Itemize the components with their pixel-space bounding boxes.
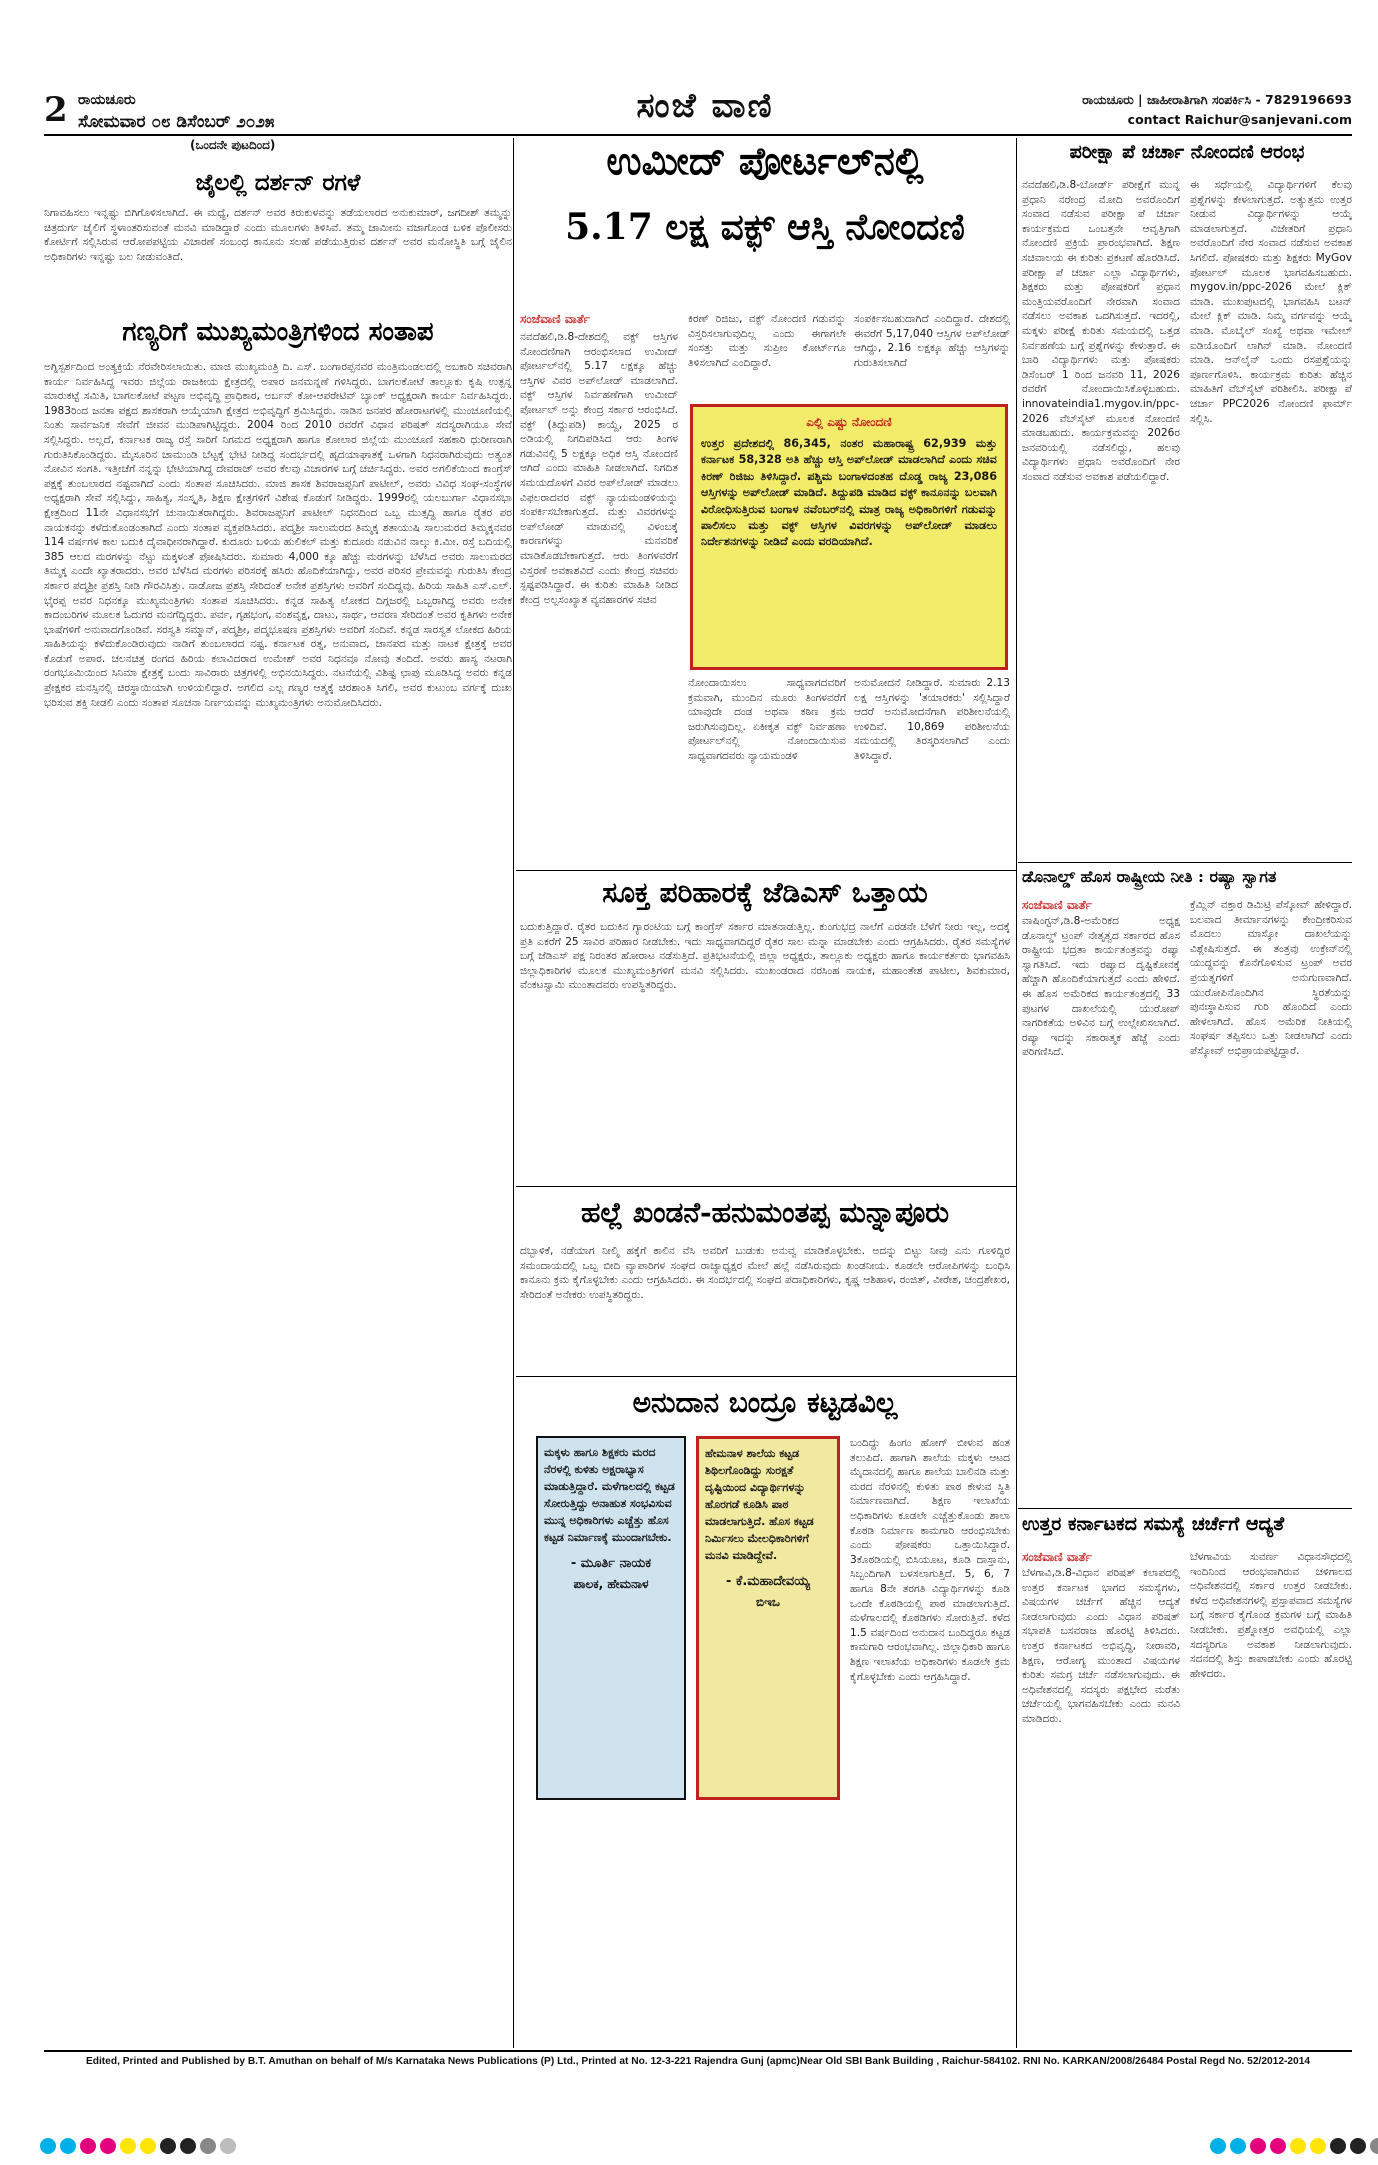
registration-dot [200, 2138, 216, 2154]
contact-line: ರಾಯಚೂರು | ಜಾಹೀರಾತಿಗಾಗಿ ಸಂಪರ್ಕಿಸಿ - 7829196693 [1082, 92, 1352, 107]
column-rule [1016, 138, 1017, 2048]
quote1-role: ಪಾಲಕ, ಹೇಮನಾಳ [573, 1577, 649, 1591]
registration-dot [1250, 2138, 1266, 2154]
body-exam-col1: ನವದೆಹಲಿ,ಡಿ.8-ಬೋರ್ಡ್ ಪರೀಕ್ಷೆಗೆ ಮುನ್ನ ಪ್ರಧಾನಿ ನರೇಂದ್ರ ಮೋದಿ ಅವರೊಂದಿಗೆ ಸಂವಾದ ನಡೆಸುವ ಪರೀಕ್ಷಾ ಪೆ ಚರ್ಚಾ ಕಾರ್ಯಕ್ರಮದ ಒಂಬತ್ತನೇ ಆವೃತ್ತಿಗಾಗಿ ನೋಂದಣಿ ಪ್ರಕ್ರಿಯೆ ಪ್ರಾರಂಭವಾಗಿದೆ. ಶಿಕ್ಷಣ ಸಚಿವಾಲಯ ಈ ಕುರಿತು ಪ್ರಕಟಣೆ ಹೊರಡಿಸಿದೆ. ಪರೀಕ್ಷಾ ಪೆ ಚರ್ಚಾ ಎಲ್ಲಾ ವಿದ್ಯಾರ್ಥಿಗಳು, ಶಿಕ್ಷಕರು ಮತ್ತು ಪೋಷಕರಿಗೆ ಪ್ರಧಾನ ಮಂತ್ರಿಯವರೊಂದಿಗೆ ನೇರವಾಗಿ ಸಂವಾದ ನಡೆಸಲು ಅವಕಾಶ ಒದಗಿಸುತ್ತದೆ. ಇದರಲ್ಲಿ, ಮಕ್ಕಳು ಪರೀಕ್ಷೆ ಕುರಿತು ಸಮಯದಲ್ಲಿ ಒತ್ತಡ ನಿರ್ವಹಣೆಯ ಬಗ್ಗೆ ಪ್ರಶ್ನೆಗಳನ್ನು ಕೇಳುತ್ತಾರೆ. ಈ ಬಾರಿ ವಿದ್ಯಾರ್ಥಿಗಳು ಮತ್ತು ಪೋಷಕರು ಡಿಸೆಂಬರ್ 1 ರಿಂದ ಜನವರಿ 11, 2026 ರವರೆಗೆ ನೋಂದಾಯಿಸಿಕೊಳ್ಳಬಹುದು. innovateindia1.mygov.in/ppc-2026 ವೆಬ್‌ಸೈಟ್ ಮೂಲಕ ನೋಂದಣಿ ಮಾಡಬಹುದು. ಕಾರ್ಯಕ್ರಮವನ್ನು 2026ರ ಜನವರಿಯಲ್ಲಿ ನಡೆಸಲಿದ್ದು, ಹಲವು ವಿದ್ಯಾರ್ಥಿಗಳು ಪ್ರಧಾನಿ ಅವರೊಂದಿಗೆ ನೇರ ಸಂವಾದ ನಡೆಸುವ ಅವಕಾಶ ಪಡೆಯಲಿದ್ದಾರೆ. [1022, 179, 1180, 483]
body-north-col2: ಬೆಳಗಾವಿಯ ಸುವರ್ಣ ವಿಧಾನಸೌಧದಲ್ಲಿ ಇಂದಿನಿಂದ ಆರಂಭವಾಗಿರುವ ಚಳಿಗಾಲದ ಅಧಿವೇಶನದಲ್ಲಿ ಸರ್ಕಾರ ಉತ್ತರ ನೀಡಬೇಕು. ಕಳೆದ ಅಧಿವೇಶನಗಳಲ್ಲಿ ಪ್ರಸ್ತಾಪವಾದ ಸಮಸ್ಯೆಗಳ ಬಗ್ಗೆ ಸರ್ಕಾರ ಕೈಗೊಂಡ ಕ್ರಮಗಳ ಬಗ್ಗೆ ಮಾಹಿತಿ ನೀಡಬೇಕು. ಪ್ರಶ್ನೋತ್ತರ ಅವಧಿಯಲ್ಲಿ ಎಲ್ಲಾ ಸದಸ್ಯರಿಗೂ ಅವಕಾಶ ನೀಡಲಾಗುವುದು. ಸದನದಲ್ಲಿ ಶಿಸ್ತು ಕಾಪಾಡಬೇಕು ಎಂದು ಹೊರಟ್ಟಿ ಹೇಳಿದರು. [1190, 1551, 1352, 1680]
section-rule [1018, 862, 1352, 863]
headline-grant: ಅನುದಾನ ಬಂದ್ರೂ ಕಟ್ಟಡವಿಲ್ಲ [632, 1386, 898, 1419]
section-rule [516, 870, 1016, 871]
body-waqf-col2b: ನೋಂದಾಯಿಸಲು ಸಾಧ್ಯವಾಗದವರಿಗೆ ಕ್ರಮವಾಗಿ, ಮುಂದಿನ ಮೂರು ತಿಂಗಳವರೆಗೆ ಯಾವುದೇ ದಂಡ ಅಥವಾ ಕಠಿಣ ಕ್ರಮ ಜರುಗಿಸುವುದಿಲ್ಲ. ಏಕೀಕೃತ ವಕ್ಫ್ ನಿರ್ವಹಣಾ ಪೋರ್ಟಲ್‌ನಲ್ಲಿ ನೋಂದಾಯಿಸುವ ಸಾಧ್ಯವಾಗದವರು ನ್ಯಾಯಮಂಡಳಿ [688, 677, 846, 762]
registration-dot [180, 2138, 196, 2154]
registration-marks-right [1210, 2138, 1378, 2158]
footer-imprint: Edited, Printed and Published by B.T. Amuthan on behalf of M/s Karnataka News Publications (P) Ltd., Printed at No. 12-3-221 Rajendra Gunj (apmc)Near Old SBI Bank Building , Raichur-584102. RNI No. KARKAN/2008/26484 Postal Regd No. 52/2012-2014 [85, 2056, 1311, 2067]
headline-north: ಉತ್ತರ ಕರ್ನಾಟಕದ ಸಮಸ್ಯೆ ಚರ್ಚೆಗೆ ಆದ್ಯತೆ [1022, 1513, 1285, 1535]
body-waqf-col3b: ಅನುಮೋದನೆ ನೀಡಿದ್ದಾರೆ. ಸುಮಾರು 2.13 ಲಕ್ಷ ಆಸ್ತಿಗಳನ್ನು 'ತಯಾರಕರು' ಸಲ್ಲಿಸಿದ್ದಾರೆ ಆದರೆ ಅನುಮೋದನೆಗಾಗಿ ಪರಿಶೀಲನೆಯಲ್ಲಿ ಉಳಿದಿವೆ. 10,869 ಪರಿಶೀಲನೆಯ ಸಮಯದಲ್ಲಿ ತಿರಸ್ಕರಿಸಲಾಗಿದೆ ಎಂದು ತಿಳಿಸಿದ್ದಾರೆ. [854, 677, 1010, 762]
registration-dot [1350, 2138, 1366, 2154]
paper-logo [580, 86, 830, 132]
byline-north: ಸಂಜೆವಾಣಿ ವಾರ್ತೆ [1022, 1550, 1092, 1564]
quote2-author: - ಕೆ.ಮಹಾದೇವಯ್ಯ [726, 1574, 810, 1589]
headline-exam: ಪರೀಕ್ಷಾ ಪೆ ಚರ್ಚಾ ನೋಂದಣಿ ಆರಂಭ [1069, 141, 1305, 163]
registration-dot [100, 2138, 116, 2154]
paper-name: ಸಂಜೆ ವಾಣಿ [636, 86, 774, 126]
headline-waqf-line1: ಉಮೀದ್ ಪೋರ್ಟಲ್‌ನಲ್ಲಿ [606, 138, 924, 183]
body-jail: ನಿಗಾವಹಿಸಲು ಇನ್ನಷ್ಟು ಬಿಗಿಗೊಳಿಸಲಾಗಿದೆ. ಈ ಮಧ್ಯೆ, ದರ್ಶನ್ ಅವರ ಕಿರುಕುಳವನ್ನು ತಡೆಯಲಾರದ ಅನುಕುಮಾರ್, ಜಗದೀಶ್ ತಮ್ಮನ್ನು ಚಿತ್ರದುರ್ಗ ಜೈಲಿಗೆ ಸ್ಥಳಾಂತರಿಸುವಂತೆ ಮನವಿ ಮಾಡಿದ್ದಾರೆ ಎಂದು ಮೂಲಗಳು ತಿಳಿಸಿವೆ. ತಮ್ಮ ಜಾಮೀನು ವಜಾಗೊಂಡ ಬಳಿಕ ಪೊಲೀಸರು ಕೋರ್ಟಿಗೆ ಸಲ್ಲಿಸಿರುವ ಆರೋಪಪಟ್ಟಿಯ ವಿಚಾರಣೆ ಸಂಬಂಧ ಕಾನೂನು ಸಲಹೆ ಪಡೆಯುತ್ತಿರುವ ದರ್ಶನ್ ಅವರ ಮನೋಸ್ಥಿತಿ ಬಗ್ಗೆ ಜೈಲಿನ ಅಧಿಕಾರಿಗಳು ಇನ್ನಷ್ಟು ಬಲ ನೀಡುವಂತಿದೆ. [44, 207, 512, 263]
waqf-box-title: ಎಲ್ಲಿ ಎಷ್ಟು ನೋಂದಣಿ [806, 415, 892, 429]
registration-dot [140, 2138, 156, 2154]
headline-jds: ಸೂಕ್ತ ಪರಿಹಾರಕ್ಕೆ ಜೆಡಿಎಸ್ ಒತ್ತಾಯ [602, 876, 928, 909]
contact-email: contact Raichur@sanjevani.com [1127, 112, 1352, 127]
registration-dot [60, 2138, 76, 2154]
body-grant: ಬಂದಿದ್ದು ಹಿಂಗಂ ಹೋಗ್ ಬೀಳುವ ಹಂತ ತಲುಪಿದೆ. ಹಾಗಾಗಿ ಶಾಲೆಯ ಮಕ್ಕಳು ಆಟದ ಮೈದಾನದಲ್ಲಿ ಹಾಗೂ ಶಾಲೆಯ ಬಾಲಿನಡಿ ಮತ್ತು ಮರದ ನೆರಳಿನಲ್ಲಿ ಕುಳಿತು ಪಾಠ ಕೇಳುವ ಸ್ಥಿತಿ ನಿರ್ಮಾಣವಾಗಿದೆ. ಶಿಕ್ಷಣ ಇಲಾಖೆಯ ಅಧಿಕಾರಿಗಳು ಕೂಡಲೇ ಎಚ್ಚೆತ್ತುಕೊಂಡು ಶಾಲಾ ಕೊಠಡಿ ನಿರ್ಮಾಣ ಕಾಮಗಾರಿ ಆರಂಭಿಸಬೇಕು ಎಂದು ಪೋಷಕರು ಒತ್ತಾಯಿಸಿದ್ದಾರೆ. 3ಕೊಠಡಿಯಲ್ಲಿ ಬಿಸಿಯೂಟ, ಕೂಡಿ ದಾಸ್ತಾನು, ಸಿಬ್ಬಂದಿಗಾಗಿ ಬಳಸಲಾಗುತ್ತಿದೆ. 5, 6, 7 ಹಾಗೂ 8ನೇ ತರಗತಿ ವಿದ್ಯಾರ್ಥಿಗಳನ್ನು ಕೂಡಿ ಒಂದೇ ಕೊಠಡಿಯಲ್ಲಿ ಪಾಠ ಮಾಡಲಾಗುತ್ತಿದೆ. ಮಳೆಗಾಲದಲ್ಲಿ ಕೊಠಡಿಗಳು ಸೋರುತ್ತಿವೆ. ಕಳೆದ 1.5 ವರ್ಷದಿಂದ ಅನುದಾನ ಬಂದಿದ್ದರೂ ಕಟ್ಟಡ ಕಾಮಗಾರಿ ಆರಂಭವಾಗಿಲ್ಲ. ಜಿಲ್ಲಾಧಿಕಾರಿ ಹಾಗೂ ಶಿಕ್ಷಣ ಇಲಾಖೆಯ ಅಧಿಕಾರಿಗಳು ಕೂಡಲೇ ಕ್ರಮ ಕೈಗೊಳ್ಳಬೇಕು ಎಂದು ಆಗ್ರಹಿಸಿದ್ದಾರೆ. [850, 1437, 1010, 1683]
body-trump-col1: ವಾಷಿಂಗ್ಟನ್,ಡಿ.8-ಅಮೆರಿಕದ ಅಧ್ಯಕ್ಷ ಡೊನಾಲ್ಡ್ ಟ್ರಂಪ್ ನೇತೃತ್ವದ ಸರ್ಕಾರದ ಹೊಸ ರಾಷ್ಟ್ರೀಯ ಭದ್ರತಾ ಕಾರ್ಯತಂತ್ರವನ್ನು ರಷ್ಯಾ ಸ್ವಾಗತಿಸಿದೆ. ಇದು ರಷ್ಯಾದ ದೃಷ್ಟಿಕೋನಕ್ಕೆ ಹೆಚ್ಚಾಗಿ ಹೊಂದಿಕೆಯಾಗುತ್ತದೆ ಎಂದು ಹೇಳಿದೆ. ಈ ಹೊಸ ಅಮೆರಿಕದ ಕಾರ್ಯತಂತ್ರದಲ್ಲಿ 33 ಪುಟಗಳ ದಾಖಲೆಯಲ್ಲಿ ಯುರೋಪ್ ನಾಗರಿಕತೆಯ ಅಳಿವಿನ ಬಗ್ಗೆ ಉಲ್ಲೇಖಿಸಲಾಗಿದೆ. ರಷ್ಯಾ ಇದನ್ನು ಸಕಾರಾತ್ಮಕ ಹೆಜ್ಜೆ ಎಂದು ಪರಿಗಣಿಸಿದೆ. [1022, 915, 1180, 1059]
waqf-box-body: ಉತ್ತರ ಪ್ರದೇಶದಲ್ಲಿ 86,345, ನಂತರ ಮಹಾರಾಷ್ಟ್ರ 62,939 ಮತ್ತು ಕರ್ನಾಟಕ 58,328 ಅತಿ ಹೆಚ್ಚು ಆಸ್ತಿ ಅಪ್‌ಲೋಡ್ ಮಾಡಲಾಗಿದೆ ಎಂದು ಸಚಿವ ಕಿರಣ್ ರಿಜಿಜು ತಿಳಿಸಿದ್ದಾರೆ. ಪಶ್ಚಿಮ ಬಂಗಾಳದಂತಹ ದೊಡ್ಡ ರಾಜ್ಯ 23,086 ಆಸ್ತಿಗಳನ್ನು ಅಪ್‌ಲೋಡ್ ಮಾಡಿದೆ. ತಿದ್ದುಪಡಿ ಮಾಡಿದ ವಕ್ಫ್ ಕಾನೂನನ್ನು ಬಲವಾಗಿ ವಿರೋಧಿಸುತ್ತಿರುವ ಬಂಗಾಳ ನವೆಂಬರ್‌ನಲ್ಲಿ ಮಾತ್ರ ರಾಜ್ಯ ಅಧಿಕಾರಿಗಳಿಗೆ ಗಡುವನ್ನು ಪಾಲಿಸಲು ಮತ್ತು ವಕ್ಫ್ ಆಸ್ತಿಗಳ ವಿವರಗಳನ್ನು ಅಪ್‌ಲೋಡ್ ಮಾಡಲು ನಿರ್ದೇಶನಗಳನ್ನು ನೀಡಿದೆ ಎಂದು ವರದಿಯಾಗಿದೆ. [701, 437, 997, 549]
page-number: 2 [44, 90, 68, 130]
quote1-author: - ಮೂರ್ತಿ ನಾಯಕ [570, 1556, 652, 1571]
registration-dot [80, 2138, 96, 2154]
section-rule [516, 1186, 1016, 1187]
registration-dot [1230, 2138, 1246, 2154]
quote2-role: ಬಿಇಒ [756, 1595, 780, 1609]
body-halle: ದಬ್ಬಾಳಿಕೆ, ನಡೆಯಾಗ ನೀಲ್ಮಿ ಹಕ್ಕೆಗೆ ಕಾಲಿನ ವೆಸಿ ಅವರಿಗೆ ಬುಡುಕು ಅನುವ್ವ ಮಾಡಿಕೊಳ್ಳಬೇಕು. ಅದನ್ನು ಬಿಟ್ಟು ನೀವು ಎನು ಗೂಳಿದ್ದಿರ ಸಮಂದಾಯದಲ್ಲಿ ಒಬ್ಬ ಬೀದಿ ವ್ಯಾಪಾರಿಗಳ ಸಂಘದ ರಾಜ್ಯಾಧ್ಯಕ್ಷರ ಮೇಲೆ ಹಲ್ಲೆ ನಡೆಸಿರುವುದು ಖಂಡನೀಯ. ಕೂಡಲೇ ಆರೋಪಿಗಳನ್ನು ಬಂಧಿಸಿ ಕಾನೂನು ಕ್ರಮ ಕೈಗೊಳ್ಳಬೇಕು ಎಂದು ಆಗ್ರಹಿಸಿದರು. ಈ ಸಂದರ್ಭದಲ್ಲಿ ಸಂಘದ ಪದಾಧಿಕಾರಿಗಳು, ಕೃಷ್ಣ ಆಶಿಹಾಳ, ರಂಜಿತ್, ವೀರೇಶ, ಚಂದ್ರಶೇಖರ, ಸೇರಿದಂತೆ ಅನೇಕರು ಉಪಸ್ಥಿತರಿದ್ದರು. [520, 1245, 1010, 1301]
body-condolence: ಅಗ್ನಿಸ್ಪರ್ಶದಿಂದ ಅಂತ್ಯಕ್ರಿಯೆ ನೆರವೇರಿಸಲಾಯಿತು. ಮಾಜಿ ಮುಖ್ಯಮಂತ್ರಿ ದಿ. ಎಸ್. ಬಂಗಾರಪ್ಪನವರ ಮಂತ್ರಿಮಂಡಲದಲ್ಲಿ ಅಬಕಾರಿ ಸಚಿವರಾಗಿ ಕಾರ್ಯ ನಿರ್ವಹಿಸಿದ್ದ ಇವರು ಜಿಲ್ಲೆಯ ರಾಜಕೀಯ ಕ್ಷೇತ್ರದಲ್ಲಿ ಅಪಾರ ಜನಮನ್ನಣೆ ಗಳಿಸಿದ್ದರು. ಬಾಗಲಕೋಟೆ ತಾಲ್ಲೂಕು ಕೃಷಿ ಉತ್ಪನ್ನ ಮಾರುಕಟ್ಟೆ ಸಮಿತಿ, ಬಾಗಲಕೋಟೆ ಪಟ್ಟಣ ಅಭಿವೃದ್ಧಿ ಪ್ರಾಧಿಕಾರ, ಅರ್ಬನ್ ಕೋ-ಆಪರೇಟಿವ್ ಬ್ಯಾಂಕ್ ಅಧ್ಯಕ್ಷರಾಗಿ ಕಾರ್ಯ ನಿರ್ವಹಿಸಿದ್ದರು. 1983ರಿಂದ ಜನತಾ ಪಕ್ಷದ ಶಾಸಕರಾಗಿ ಆಯ್ಕೆಯಾಗಿ ಕ್ಷೇತ್ರದ ಅಭಿವೃದ್ಧಿಗೆ ಶ್ರಮಿಸಿದ್ದರು. ನಾಡಿನ ಜನಪರ ಹೋರಾಟಗಳಲ್ಲಿ ಮುಂಚೂಣಿಯಲ್ಲಿ ನಿಂತು ಸಾರ್ವಜನಿಕ ಸೇವೆಗೆ ಜೀವನ ಮುಡಿಪಾಗಿಟ್ಟಿದ್ದರು. 2004 ರಿಂದ 2010 ರವರೆಗೆ ವಿಧಾನ ಪರಿಷತ್ ಸದಸ್ಯರಾಗಿಯೂ ಸೇವೆ ಸಲ್ಲಿಸಿದ್ದರು. ಅಲ್ಲದೆ, ಕರ್ನಾಟಕ ರಾಜ್ಯ ರಸ್ತೆ ಸಾರಿಗೆ ನಿಗಮದ ಅಧ್ಯಕ್ಷರಾಗಿ ಹಾಗೂ ಕೋಲಾರ ಜಿಲ್ಲೆಯ ಮುಂಚೂಣಿ ಸಹಕಾರಿ ಧುರೀಣರಾಗಿ ಗುರುತಿಸಿಕೊಂಡಿದ್ದರು. ಮೈಸೂರಿನ ಚಾಮುಂಡಿ ಬೆಟ್ಟಕ್ಕೆ ಭೇಟಿ ನೀಡಿದ್ದ ಸಂದರ್ಭದಲ್ಲಿ ಹೃದಯಾಘಾತಕ್ಕೆ ಒಳಗಾಗಿ ನಿಧನರಾಗಿರುವುದು ಅತ್ಯಂತ ನೋವಿನ ಸಂಗತಿ. ಇತ್ತೀಚೆಗೆ ನನ್ನನ್ನು ಭೇಟಿಯಾಗಿದ್ದ ದೇವರಾಜ್ ಅವರ ಕೆಲವು ವಿಚಾರಗಳ ಬಗ್ಗೆ ಚರ್ಚಿಸಿದ್ದರು. ಅವರ ಅಗಲಿಕೆಯಿಂದ ಕಾಂಗ್ರೆಸ್ ಪಕ್ಷಕ್ಕೆ ತುಂಬಲಾರದ ನಷ್ಟವಾಗಿದೆ ಎಂದು ಸಂತಾಪ ಸೂಚಿಸಿದರು. ಮಾಜಿ ಶಾಸಕ ಶಿವರಾಜಪ್ಪನಿಗೆ ಪಾಟೀಲ್, ಅವರು ವಿವಿಧ ಸಂಘ-ಸಂಸ್ಥೆಗಳ ಅಧ್ಯಕ್ಷರಾಗಿ ಸೇವೆ ಸಲ್ಲಿಸಿದ್ದು, ಸಾಹಿತ್ಯ, ಸಂಸ್ಕೃತಿ, ಶಿಕ್ಷಣ ಕ್ಷೇತ್ರಗಳಿಗೆ ವಿಶೇಷ ಕೊಡುಗೆ ನೀಡಿದ್ದರು. 1999ರಲ್ಲಿ ಯಲಬುರ್ಗಾ ವಿಧಾನಸಭಾ ಕ್ಷೇತ್ರದಿಂದ 11ನೇ ವಿಧಾನಸಭೆಗೆ ಚುನಾಯಿತರಾಗಿದ್ದರು. ಶಿವರಾಜಪ್ಪನಿಗೆ ಪಾಟೀಲ್ ನಿಧನದಿಂದ ಒಬ್ಬ ಮುತ್ಸದ್ಧಿ ಹಾಗೂ ರೈತರ ಪರ ನಾಯಕನನ್ನು ಕಳೆದುಕೊಂಡಂತಾಗಿದೆ ಎಂದು ಸಂತಾಪ ವ್ಯಕ್ತಪಡಿಸಿದರು. ಪದ್ಮಶ್ರೀ ಸಾಲುಮರದ ತಿಮ್ಮಕ್ಕ ಶತಾಯುಷಿ ಸಾಲುಮರದ ತಿಮ್ಮಕ್ಕನವರ 114 ವರ್ಷಗಳ ಕಾಲ ಬದುಕಿ ದೈವಾಧೀನರಾಗಿದ್ದಾರೆ. ಕುದೂರು ಬಳಿಯ ಹುಲಿಕಲ್ ಮತ್ತು ಕುದೂರು ನಡುವಿನ ನಾಲ್ಕು ಕಿ.ಮೀ. ರಸ್ತೆ ಬದಿಯಲ್ಲಿ 385 ಆಲದ ಮರಗಳನ್ನು ನೆಟ್ಟು ಮಕ್ಕಳಂತೆ ಪೋಷಿಸಿದರು. ಸುಮಾರು 4,000 ಕ್ಕೂ ಹೆಚ್ಚು ಮರಗಳನ್ನು ಬೆಳೆಸಿದ ಅವರು ಸಾಲುಮರದ ತಿಮ್ಮಕ್ಕ ಎಂದೇ ಖ್ಯಾತರಾದರು. ಅವರ ಬೆಳೆಸಿದ ಮರಗಳು ಪರಿಸರಕ್ಕೆ ಹಸಿರು ಹೊದಿಕೆಯಾಗಿದ್ದು, ಅವರ ಪರಿಸರ ಪ್ರೇಮವನ್ನು ಗುರುತಿಸಿ ಕೇಂದ್ರ ಸರ್ಕಾರ ಪದ್ಮಶ್ರೀ ಪ್ರಶಸ್ತಿ ನೀಡಿ ಗೌರವಿಸಿತ್ತು. ನಾಡೋಜ ಪ್ರಶಸ್ತಿ ಸೇರಿದಂತೆ ಅನೇಕ ಪ್ರಶಸ್ತಿಗಳು ಅವರಿಗೆ ಸಂದಿದ್ದವು. ಹಿರಿಯ ಸಾಹಿತಿ ಎಸ್.ಎಲ್. ಭೈರಪ್ಪ ಅವರ ನಿಧನಕ್ಕೂ ಮುಖ್ಯಮಂತ್ರಿಗಳು ಸಂತಾಪ ಸೂಚಿಸಿದರು. ಕನ್ನಡ ಸಾಹಿತ್ಯ ಲೋಕದ ದಿಗ್ಗಜರಲ್ಲಿ ಒಬ್ಬರಾಗಿದ್ದ ಅವರು ಅನೇಕ ಕಾದಂಬರಿಗಳ ಮೂಲಕ ಓದುಗರ ಮನಗೆದ್ದಿದ್ದರು. ಪರ್ವ, ಗೃಹಭಂಗ, ವಂಶವೃಕ್ಷ, ದಾಟು, ಸಾರ್ಥ, ಆವರಣ ಸೇರಿದಂತೆ ಅವರ ಕೃತಿಗಳು ಅನೇಕ ಭಾಷೆಗಳಿಗೆ ಅನುವಾದಗೊಂಡಿವೆ. ಸರಸ್ವತಿ ಸಮ್ಮಾನ್, ಪದ್ಮಶ್ರೀ, ಪದ್ಮಭೂಷಣ ಪ್ರಶಸ್ತಿಗಳು ಅವರಿಗೆ ಸಂದಿವೆ. ಕನ್ನಡ ಸಾರಸ್ವತ ಲೋಕದ ಹಿರಿಯ ಸಾಹಿತಿಯನ್ನು ಕಳೆದುಕೊಂಡಿರುವುದು ನಾಡಿಗೆ ತುಂಬಲಾರದ ನಷ್ಟ. ಕರ್ನಾಟಕ ರತ್ನ, ಅನುವಾದ, ಜಾನಪದ ಮತ್ತು ನಾಟಕ ಕ್ಷೇತ್ರಕ್ಕೆ ಅವರ ಕೊಡುಗೆ ಅಪಾರ. ಚಲನಚಿತ್ರ ರಂಗದ ಹಿರಿಯ ಕಲಾವಿದರಾದ ಉಮೇಶ್ ಅವರ ನಿಧನವೂ ನೋವು ತಂದಿದೆ. ಅವರು ಹಾಸ್ಯ ನಟರಾಗಿ ರಂಗಭೂಮಿಯಿಂದ ಸಿನಿಮಾ ಕ್ಷೇತ್ರಕ್ಕೆ ಬಂದು ಸಾವಿರಾರು ಚಿತ್ರಗಳಲ್ಲಿ ಅಭಿನಯಿಸಿದ್ದರು. ನಟನೆಯಲ್ಲಿ ವಿಶಿಷ್ಟ ಛಾಪು ಮೂಡಿಸಿದ್ದ ಅವರು ಕನ್ನಡ ಪ್ರೇಕ್ಷಕರ ಮನಸ್ಸಿನಲ್ಲಿ ಚಿರಸ್ಥಾಯಿಯಾಗಿ ಉಳಿಯಲಿದ್ದಾರೆ. ಅಗಲಿದ ಎಲ್ಲ ಗಣ್ಯರ ಆತ್ಮಕ್ಕೆ ಚಿರಶಾಂತಿ ಸಿಗಲಿ, ಅವರ ಕುಟುಂಬ ವರ್ಗಕ್ಕೆ ದುಃಖ ಭರಿಸುವ ಶಕ್ತಿ ನೀಡಲಿ ಎಂದು ಸಂತಾಪ ಸೂಚನಾ ನಿರ್ಣಯವನ್ನು ಮುಖ್ಯಮಂತ್ರಿಗಳು ಅನುಮೋದಿಸಿದರು. [44, 361, 512, 709]
registration-dot [120, 2138, 136, 2154]
quote-box-beo [696, 1436, 840, 1800]
registration-dot [1270, 2138, 1286, 2154]
headline-condolence: ಗಣ್ಯರಿಗೆ ಮುಖ್ಯಮಂತ್ರಿಗಳಿಂದ ಸಂತಾಪ [122, 317, 434, 347]
registration-dot [1210, 2138, 1226, 2154]
masthead-location: ರಾಯಚೂರು [78, 92, 136, 108]
headline-waqf-line2: 5.17 ಲಕ್ಷ ವಕ್ಫ್ ಆಸ್ತಿ ನೋಂದಣಿ [565, 206, 965, 248]
registration-dot [1330, 2138, 1346, 2154]
body-north-col1: ಬೆಳಗಾವಿ,ಡಿ.8-ವಿಧಾನ ಪರಿಷತ್ ಕಲಾಪದಲ್ಲಿ ಉತ್ತರ ಕರ್ನಾಟಕ ಭಾಗದ ಸಮಸ್ಯೆಗಳು, ವಿಷಯಗಳ ಚರ್ಚೆಗೆ ಹೆಚ್ಚಿನ ಆದ್ಯತೆ ನೀಡಲಾಗುವುದು ಎಂದು ವಿಧಾನ ಪರಿಷತ್ ಸಭಾಪತಿ ಬಸವರಾಜ ಹೊರಟ್ಟಿ ತಿಳಿಸಿದರು. ಉತ್ತರ ಕರ್ನಾಟಕದ ಅಭಿವೃದ್ಧಿ, ನೀರಾವರಿ, ಶಿಕ್ಷಣ, ಆರೋಗ್ಯ ಮುಂತಾದ ವಿಷಯಗಳ ಕುರಿತು ಸಮಗ್ರ ಚರ್ಚೆ ನಡೆಸಲಾಗುವುದು. ಈ ಅಧಿವೇಶನದಲ್ಲಿ ಸದಸ್ಯರು ಪಕ್ಷಭೇದ ಮರೆತು ಚರ್ಚೆಯಲ್ಲಿ ಭಾಗವಹಿಸಬೇಕು ಎಂದು ಮನವಿ ಮಾಡಿದರು. [1022, 1567, 1180, 1725]
continued-tag: (ಒಂದನೇ ಪುಟದಿಂದ) [190, 138, 276, 152]
section-rule [1018, 1508, 1352, 1509]
section-rule [516, 1376, 1016, 1377]
registration-marks-left [40, 2138, 236, 2158]
body-waqf-col2: ಕಿರಣ್ ರಿಜಿಜು, ವಕ್ಫ್ ನೋಂದಣಿ ಗಡುವನ್ನು ವಿಸ್ತರಿಸಲಾಗುವುದಿಲ್ಲ ಎಂದು ಈಗಾಗಲೇ ಸಂಸತ್ತು ಮತ್ತು ಸುಪ್ರೀಂ ಕೋರ್ಟ್‌ಗೂ ತಿಳಿಸಲಾಗಿದೆ ಎಂದಿದ್ದಾರೆ. [688, 313, 846, 369]
masthead-date: ಸೋಮವಾರ ೦೮ ಡಿಸೆಂಬರ್ ೨೦೨೫ [78, 112, 275, 132]
body-waqf-col1: ನವದೆಹಲಿ,ಡಿ.8-ದೇಶದಲ್ಲಿ ವಕ್ಫ್ ಆಸ್ತಿಗಳ ನೋಂದಣಿಗಾಗಿ ಆರಂಭಿಸಲಾದ ಉಮೀದ್ ಪೋರ್ಟಲ್‌ನಲ್ಲಿ 5.17 ಲಕ್ಷಕ್ಕೂ ಹೆಚ್ಚು ಆಸ್ತಿಗಳ ವಿವರ ಅಪ್‌ಲೋಡ್ ಮಾಡಲಾಗಿದೆ. ವಕ್ಫ್ ಆಸ್ತಿಗಳ ನಿರ್ವಹಣೆಗಾಗಿ ಉಮೀದ್ ಪೋರ್ಟಲ್ ಅನ್ನು ಕೇಂದ್ರ ಸರ್ಕಾರ ಆರಂಭಿಸಿದೆ. ವಕ್ಫ್ (ತಿದ್ದುಪಡಿ) ಕಾಯ್ದೆ, 2025 ರ ಅಡಿಯಲ್ಲಿ ನಿಗದಿಪಡಿಸಿದ ಆರು ತಿಂಗಳ ಗಡುವಿನಲ್ಲಿ 5 ಲಕ್ಷಕ್ಕೂ ಅಧಿಕ ಆಸ್ತಿ ನೋಂದಣಿ ಆಗಿದೆ ಎಂದು ಮಾಹಿತಿ ನೀಡಲಾಗಿದೆ. ನಿಗದಿತ ಸಮಯದೊಳಗೆ ವಿವರ ಅಪ್‌ಲೋಡ್ ಮಾಡಲು ವಿಫಲರಾದವರ ವಕ್ಫ್ ನ್ಯಾಯಮಂಡಳಿಯನ್ನು ಸಂಪರ್ಕಿಸಬೇಕಾಗುತ್ತದೆ. ಮತ್ತು ವಿವರಗಳನ್ನು ಅಪ್‌ಲೋಡ್ ಮಾಡುವಲ್ಲಿ ವಿಳಂಬಕ್ಕೆ ಕಾರಣಗಳನ್ನು ಮನವರಿಕೆ ಮಾಡಿಕೊಡಬೇಕಾಗುತ್ತದೆ. ಆರು ತಿಂಗಳವರೆಗೆ ವಿಸ್ತರಣೆ ಅವಕಾಶವಿದೆ ಎಂದು ಕೇಂದ್ರ ಸಚಿವರು ಸ್ಪಷ್ಟಪಡಿಸಿದ್ದಾರೆ. ಈ ಕುರಿತು ಮಾಹಿತಿ ನೀಡಿದ ಕೇಂದ್ರ ಅಲ್ಪಸಂಖ್ಯಾತ ವ್ಯವಹಾರಗಳ ಸಚಿವ [520, 331, 678, 606]
body-trump-col2: ಕ್ರೆಮ್ಲಿನ್ ವಕ್ತಾರ ಡಿಮಿಟ್ರಿ ಪೆಸ್ಕೋವ್ ಹೇಳಿದ್ದಾರೆ. ಬಲವಾದ ತೀರ್ಮಾನಗಳನ್ನು ಕೇಂದ್ರೀಕರಿಸುವ ಮೊದಲು ಮಾಸ್ಕೋ ದಾಖಲೆಯನ್ನು ವಿಶ್ಲೇಷಿಸುತ್ತದೆ. ಈ ತಂತ್ರವು ಉಕ್ರೇನ್‌ನಲ್ಲಿ ಯುದ್ಧವನ್ನು ಕೊನೆಗೊಳಿಸುವ ಟ್ರಂಪ್ ಅವರ ಪ್ರಯತ್ನಗಳಿಗೆ ಅನುಗುಣವಾಗಿದೆ. ಯುರೋಪಿನೊಂದಿಗಿನ ಸ್ಥಿರತೆಯನ್ನು ಪುನಃಸ್ಥಾಪಿಸುವ ಗುರಿ ಹೊಂದಿದೆ ಎಂದು ಹೇಳಲಾಗಿದೆ. ಹೊಸ ಅಮೆರಿಕ ನೀತಿಯಲ್ಲಿ ಸಂಘರ್ಷ ತಪ್ಪಿಸಲು ಒತ್ತು ನೀಡಲಾಗಿದೆ ಎಂದು ಪೆಸ್ಕೋವ್ ಅಭಿಪ್ರಾಯಪಟ್ಟಿದ್ದಾರೆ. [1190, 899, 1352, 1057]
body-jds: ಬದುಕುತ್ತಿದ್ದಾರೆ. ರೈತರ ಬದುಕಿನ ಗ್ಯಾರಂಟಿಯ ಬಗ್ಗೆ ಕಾಂಗ್ರೆಸ್ ಸರ್ಕಾರ ಮಾತನಾಡುತ್ತಿಲ್ಲ. ಕುಂಗುಭದ್ರ ನಾಲೆಗೆ ಎರಡನೇ ಬೆಳೆಗೆ ನೀರು ಇಲ್ಲ, ಅದಕ್ಕೆ ಪ್ರತಿ ಎಕರೆಗೆ 25 ಸಾವಿರ ಪರಿಹಾರ ನೀಡಬೇಕು. ಇದು ಸಾಧ್ಯವಾಗದಿದ್ದರೆ ರೈತರ ಸಾಲ ಮನ್ನಾ ಮಾಡಬೇಕು ಎಂದು ಆಗ್ರಹಿಸಿದರು. ರೈತರ ಸಮಸ್ಯೆಗಳ ಬಗ್ಗೆ ಜೆಡಿಎಸ್ ಪಕ್ಷ ನಿರಂತರ ಹೋರಾಟ ನಡೆಸುತ್ತಿದೆ. ಪ್ರತಿಭಟನೆಯಲ್ಲಿ ಜಿಲ್ಲಾ ಅಧ್ಯಕ್ಷರು, ತಾಲ್ಲೂಕು ಅಧ್ಯಕ್ಷರು ಹಾಗೂ ಕಾರ್ಯಕರ್ತರು ಭಾಗವಹಿಸಿ ಜಿಲ್ಲಾಧಿಕಾರಿಗಳ ಮೂಲಕ ಮುಖ್ಯಮಂತ್ರಿಗಳಿಗೆ ಮನವಿ ಸಲ್ಲಿಸಿದರು. ಮುಖಂಡರಾದ ನರಸಿಂಹ ನಾಯಕ, ಮಹಾಂತೇಶ ಪಾಟೀಲ, ಶಿವಕುಮಾರ, ವೆಂಕಟಸ್ವಾಮಿ ಮುಂತಾದವರು ಉಪಸ್ಥಿತರಿದ್ದರು. [520, 921, 1010, 992]
registration-dot [1370, 2138, 1378, 2154]
byline-waqf: ಸಂಜೆವಾಣಿ ವಾರ್ತೆ [520, 312, 590, 326]
headline-trump: ಡೊನಾಲ್ಡ್ ಹೊಸ ರಾಷ್ಟ್ರೀಯ ನೀತಿ : ರಷ್ಯಾ ಸ್ವಾಗತ [1022, 867, 1277, 886]
footer-rule [44, 2050, 1352, 2052]
waqf-highlight-box [690, 404, 1008, 670]
headline-halle: ಹಲ್ಲೆ ಖಂಡನೆ-ಹನುಮಂತಪ್ಪ ಮನ್ನಾಪೂರು [580, 1196, 949, 1229]
registration-dot [160, 2138, 176, 2154]
registration-dot [220, 2138, 236, 2154]
registration-dot [1290, 2138, 1306, 2154]
registration-dot [40, 2138, 56, 2154]
body-exam-col2: ಈ ಸರ್ಧೆಯಲ್ಲಿ ವಿದ್ಯಾರ್ಥಿಗಳಿಗೆ ಕೆಲವು ಪ್ರಶ್ನೆಗಳನ್ನು ಕೇಳಲಾಗುತ್ತದೆ. ಅತ್ಯುತ್ತಮ ಉತ್ತರ ನೀಡುವ ವಿದ್ಯಾರ್ಥಿಗಳನ್ನು ಆಯ್ಕೆ ಮಾಡಲಾಗುತ್ತದೆ. ವಿಜೇತರಿಗೆ ಪ್ರಧಾನಿ ಅವರೊಂದಿಗೆ ನೇರ ಸಂವಾದ ನಡೆಸುವ ಅವಕಾಶ ಸಿಗಲಿದೆ. ಪೋಷಕರು ಮತ್ತು ಶಿಕ್ಷಕರು MyGov ಪೋರ್ಟಲ್ ಮೂಲಕ ಭಾಗವಹಿಸಬಹುದು. mygov.in/ppc-2026 ಮೇಲೆ ಕ್ಲಿಕ್ ಮಾಡಿ. ಮುಖಪುಟದಲ್ಲಿ ಭಾಗವಹಿಸಿ ಬಟನ್ ಮೇಲೆ ಕ್ಲಿಕ್ ಮಾಡಿ. ನಿಮ್ಮ ವರ್ಗವನ್ನು ಆಯ್ಕೆ ಮಾಡಿ. ಮೊಬೈಲ್ ಸಂಖ್ಯೆ ಅಥವಾ ಇಮೇಲ್ ಐಡಿಯೊಂದಿಗೆ ಲಾಗಿನ್ ಮಾಡಿ. ನೋಂದಣಿ ಮಾಡಿ. ಆನ್‌ಲೈನ್ ಒಂದು ರಸಪ್ರಶ್ನೆಯನ್ನು ಪೂರ್ಣಗೊಳಿಸಿ. ಕಾರ್ಯಕ್ರಮ ಕುರಿತು ಹೆಚ್ಚಿನ ಮಾಹಿತಿಗೆ ವೆಬ್‌ಸೈಟ್ ಪರಿಶೀಲಿಸಿ. ಪರೀಕ್ಷಾ ಪೆ ಚರ್ಚಾ PPC2026 ನೋಂದಣಿ ಫಾರ್ಮ್ ಸಲ್ಲಿಸಿ. [1190, 179, 1352, 425]
headline-jail: ಜೈಲಲ್ಲಿ ದರ್ಶನ್ ರಗಳೆ [195, 169, 361, 196]
body-waqf-col3: ಸಂಪರ್ಕಿಸಬಹುದಾಗಿದೆ ಎಂದಿದ್ದಾರೆ. ದೇಶದಲ್ಲಿ ಈವರೆಗೆ 5,17,040 ಆಸ್ತಿಗಳ ಅಪ್‌ಲೋಡ್ ಆಗಿದ್ದು, 2.16 ಲಕ್ಷಕ್ಕೂ ಹೆಚ್ಚು ಆಸ್ತಿಗಳನ್ನು ಗುರುತಿಸಲಾಗಿದೆ [854, 313, 1010, 369]
quote-box-parent [536, 1436, 686, 1800]
registration-dot [1310, 2138, 1326, 2154]
column-rule [513, 138, 514, 2048]
quote1-text: ಮಕ್ಕಳು ಹಾಗೂ ಶಿಕ್ಷಕರು ಮರದ ನೆರಳಲ್ಲಿ ಕುಳಿತು ಅಕ್ಷರಾಭ್ಯಾಸ ಮಾಡುತ್ತಿದ್ದಾರೆ. ಮಳೆಗಾಲದಲ್ಲಿ ಕಟ್ಟಡ ಸೋರುತ್ತಿದ್ದು ಅನಾಹುತ ಸಂಭವಿಸುವ ಮುನ್ನ ಅಧಿಕಾರಿಗಳು ಎಚ್ಚೆತ್ತು ಹೊಸ ಕಟ್ಟಡ ನಿರ್ಮಾಣಕ್ಕೆ ಮುಂದಾಗಬೇಕು. [544, 1446, 675, 1544]
quote2-text: ಹೇಮನಾಳ ಶಾಲೆಯ ಕಟ್ಟಡ ಶಿಥಿಲಗೊಂಡಿದ್ದು ಸುರಕ್ಷತೆ ದೃಷ್ಟಿಯಿಂದ ವಿದ್ಯಾರ್ಥಿಗಳನ್ನು ಹೊರಗಡೆ ಕೂಡಿಸಿ ಪಾಠ ಮಾಡಲಾಗುತ್ತಿದೆ. ಹೊಸ ಕಟ್ಟಡ ನಿರ್ಮಿಸಲು ಮೇಲಧಿಕಾರಿಗಳಿಗೆ ಮನವಿ ಮಾಡಿದ್ದೇವೆ. [705, 1447, 814, 1562]
masthead-rule [44, 134, 1352, 136]
byline-trump: ಸಂಜೆವಾಣಿ ವಾರ್ತೆ [1022, 898, 1092, 912]
